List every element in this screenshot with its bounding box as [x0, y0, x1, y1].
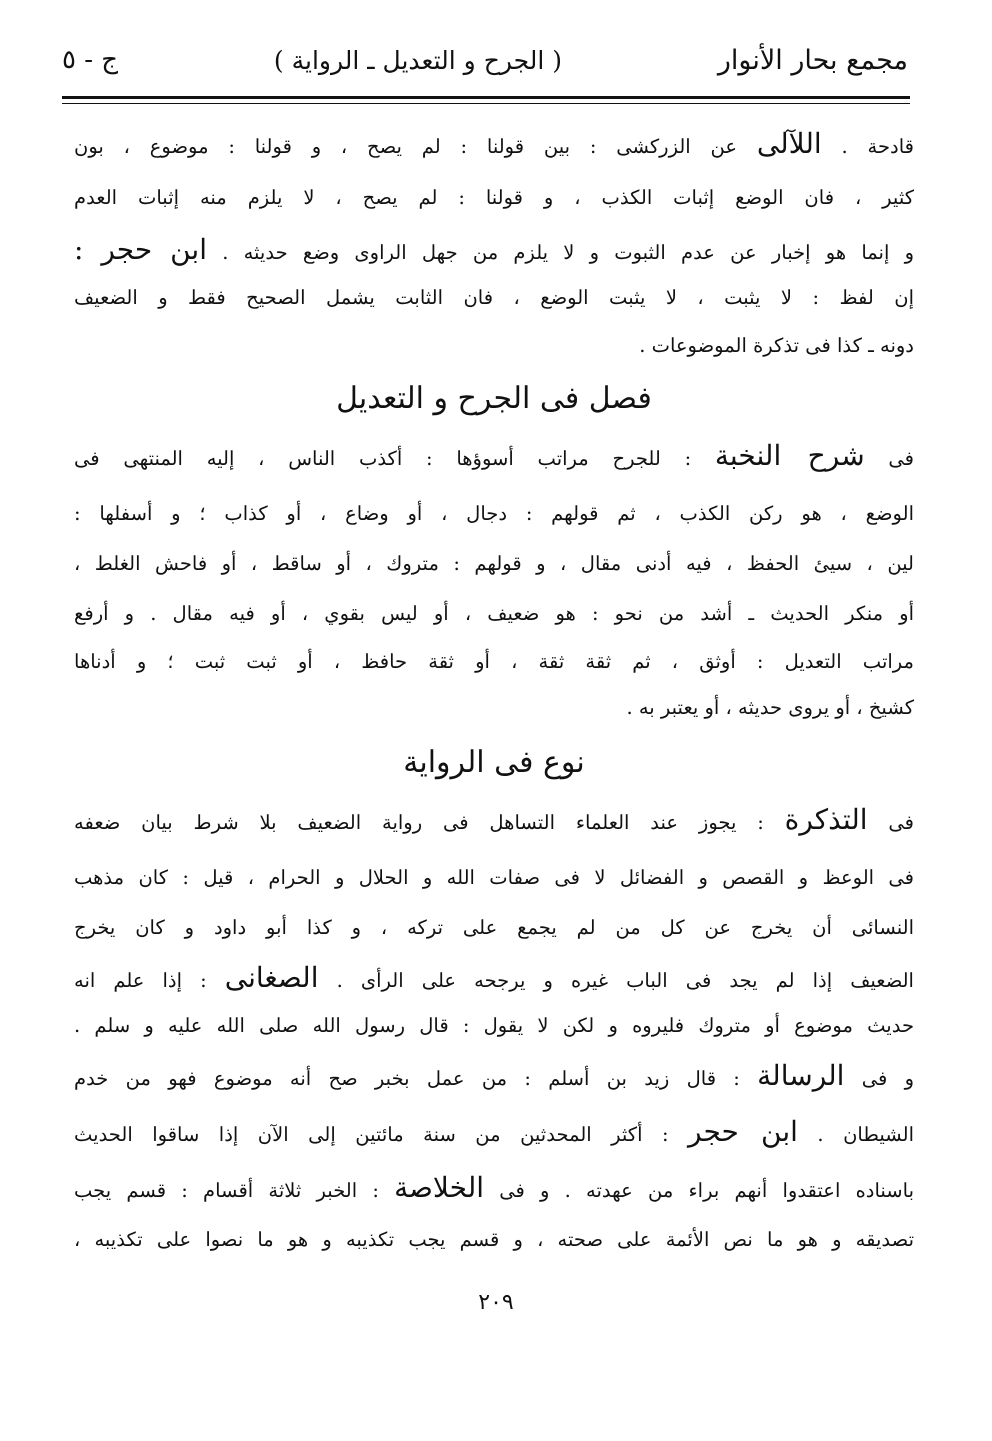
page-number: ٢٠٩	[478, 1290, 514, 1315]
text-line: مراتب التعديل : أوثق ، ثم ثقة ثقة ، أو ثقة حافظ ، أو ثبت ثبت ؛ و أدناها	[74, 650, 914, 673]
text-line	[74, 436, 914, 476]
text-run: فى	[867, 811, 914, 834]
text-run: : للجرح مراتب أسوؤها : أكذب الناس ، إليه المنتهى فى	[74, 447, 715, 470]
text-run: : يجوز عند العلماء التساهل فى رواية الضعيف بلا شرط بيان ضعفه	[74, 811, 785, 834]
text-line	[74, 230, 914, 270]
text-line: إن لفظ : لا يثبت ، لا يثبت الوضع ، فان الثابت يشمل الصحيح فقط و الضعيف	[74, 286, 914, 309]
keyword: الصغانى	[224, 961, 319, 994]
text-line	[74, 1168, 914, 1208]
text-line: لين ، سيئ الحفظ ، فيه أدنى مقال ، و قولهم : متروك ، أو ساقط ، أو فاحش الغلط ،	[74, 552, 914, 575]
text-line	[74, 124, 914, 164]
text-line: كثير ، فان الوضع إثبات الكذب ، و قولنا : لم يصح ، لا يلزم منه إثبات العدم	[74, 186, 914, 209]
text-line: حديث موضوع أو متروك فليروه و لكن لا يقول : قال رسول الله صلى الله عليه و سلم .	[74, 1014, 914, 1037]
text-line: كشيخ ، أو يروى حديثه ، أو يعتبر به .	[626, 696, 914, 719]
text-line: النسائى أن يخرج عن كل من لم يجمع على تركه ، و كذا أبو داود و كان يخرج	[74, 916, 914, 939]
volume-number: ج - ٥	[62, 45, 119, 75]
text-line: فى الوعظ و القصص و الفضائل لا فى صفات الله و الحلال و الحرام ، قيل : كان مذهب	[74, 866, 914, 889]
section-heading: نوع فى الرواية	[403, 745, 585, 780]
running-header	[62, 38, 908, 82]
keyword: الرسالة	[757, 1059, 845, 1092]
text-line	[74, 1056, 914, 1096]
text-run: و فى	[844, 1067, 914, 1090]
text-line	[74, 800, 914, 840]
text-run: عن الزركشى : بين قولنا : لم يصح ، و قولنا : موضوع ، بون	[74, 135, 757, 158]
text-line: دونه ـ كذا فى تذكرة الموضوعات .	[639, 334, 914, 357]
header-rule-thick	[62, 96, 910, 99]
text-run: : أكثر المحدثين من سنة مائتين إلى الآن إذا ساقوا الحديث	[74, 1123, 689, 1146]
text-line	[74, 1112, 914, 1152]
keyword: ابن حجر	[688, 1115, 798, 1148]
text-line: الوضع ، هو ركن الكذب ، ثم قولهم : دجال ، أو وضاع ، أو كذاب ؛ و أسفلها :	[74, 502, 914, 525]
keyword: اللآلى	[756, 127, 822, 160]
text-run: باسناده اعتقدوا أنهم براء من عهدته . و فى	[484, 1179, 914, 1202]
keyword: التذكرة	[784, 803, 868, 836]
text-run: قادحة .	[821, 135, 914, 158]
text-run: فى	[864, 447, 914, 470]
keyword: ابن حجر :	[74, 233, 207, 266]
text-run: : قال زيد بن أسلم : من عمل بخبر صح أنه موضوع فهو من خدم	[74, 1067, 758, 1090]
text-run: : الخبر ثلاثة أقسام : قسم يجب	[74, 1179, 395, 1202]
text-run: الضعيف إذا لم يجد فى الباب غيره و يرجحه على الرأى .	[318, 969, 914, 992]
text-line: أو منكر الحديث ـ أشد من نحو : هو ضعيف ، أو ليس بقوي ، أو فيه مقال . و أرفع	[74, 602, 914, 625]
text-run: : إذا علم انه	[74, 969, 225, 992]
keyword: الخلاصة	[394, 1171, 485, 1204]
book-title: مجمع بحار الأنوار	[717, 44, 908, 76]
section-heading: فصل فى الجرح و التعديل	[336, 381, 652, 416]
text-line	[74, 958, 914, 998]
header-rule-thin	[62, 103, 910, 104]
text-line: تصديقه و هو ما نص الأئمة على صحته ، و قسم يجب تكذيبه و هو ما نصوا على تكذيبه ،	[74, 1228, 914, 1251]
text-run: الشيطان .	[797, 1123, 914, 1146]
text-run: و إنما هو إخبار عن عدم الثبوت و لا يلزم من جهل الراوى وضع حديثه .	[206, 241, 915, 264]
chapter-title: ( الجرح و التعديل ـ الرواية )	[273, 45, 563, 75]
keyword: شرح النخبة	[714, 439, 865, 472]
